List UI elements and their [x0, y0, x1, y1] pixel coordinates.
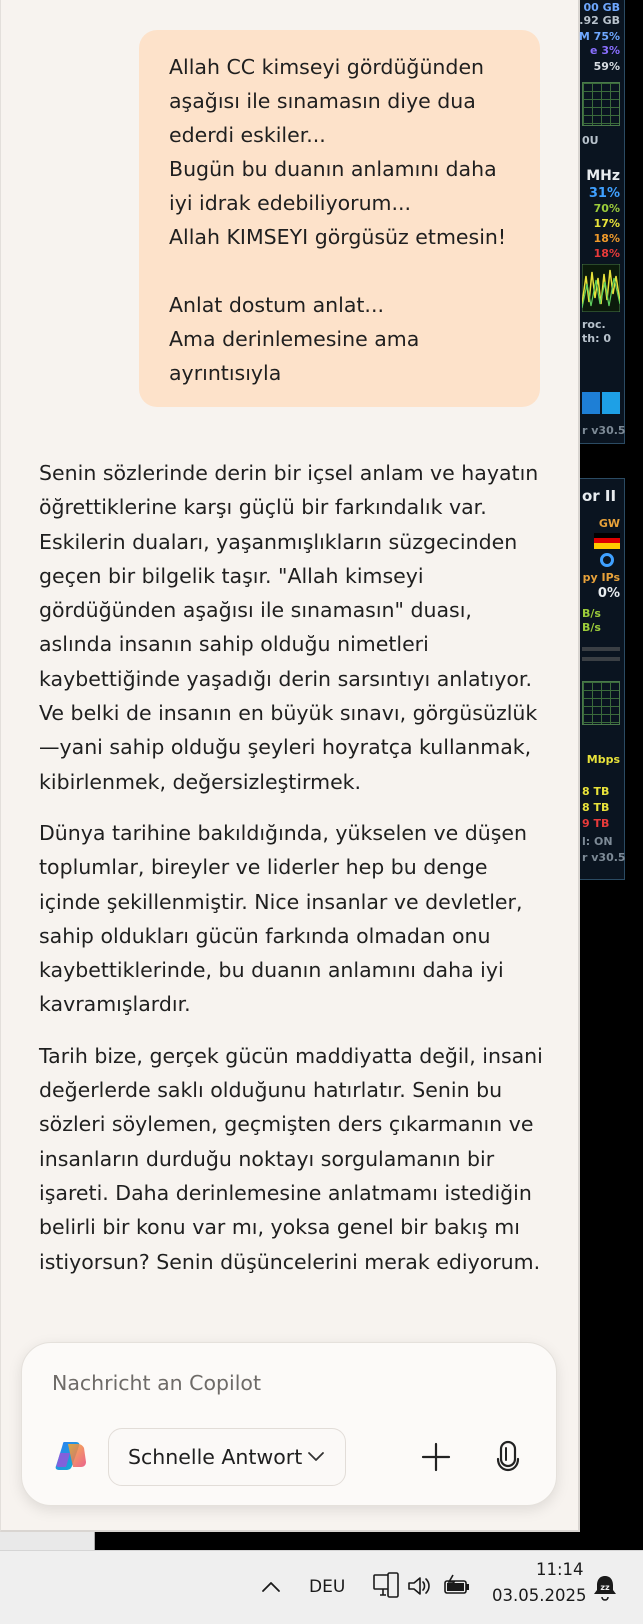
progress-bar [582, 657, 620, 661]
user-message-line: Anlat dostum anlat... [169, 293, 384, 317]
system-monitor-gadget [580, 0, 625, 444]
taskbar [0, 1550, 643, 1624]
cpu-graph [582, 264, 620, 312]
gadget-text: .92 GB [579, 14, 620, 27]
message-composer [21, 1342, 557, 1506]
progress-bar [582, 647, 620, 651]
location-icon [600, 553, 614, 567]
assistant-line: sahip oldukları gücün farkında olmadan onu [39, 923, 491, 948]
desktop-strip [0, 1532, 643, 1550]
gadget-text: 18% [593, 232, 620, 245]
memory-graph [582, 82, 620, 126]
clock-date[interactable]: 03.05.2025 [492, 1586, 587, 1605]
volume-icon[interactable] [406, 1573, 432, 1599]
gadget-text: 8 TB [582, 801, 610, 814]
gadget-text: 0U [582, 134, 599, 147]
window-tile-icon[interactable] [602, 392, 620, 414]
assistant-line: Dünya tarihine bakıldığında, yükselen ve düşen [39, 820, 528, 845]
gadget-text: e 3% [590, 44, 620, 57]
user-message-line [169, 254, 510, 288]
microphone-icon[interactable] [488, 1437, 528, 1477]
assistant-line: Ve belki de insanın en büyük sınavı, görgüsüzlük [39, 701, 538, 726]
assistant-paragraph [39, 1039, 544, 1279]
user-message-line: Ama derinlemesine ama [169, 327, 420, 351]
user-message-line: Allah KIMSEYI görgüsüz etmesin! [169, 225, 507, 249]
assistant-line: sözleri söylemen, geçmişten ders çıkarmanın ve [39, 1112, 534, 1137]
user-message-line: Allah CC kimseyi gördüğünden [169, 55, 485, 79]
gadget-text: r v30.5 [582, 424, 626, 437]
user-message-line: ayrıntısıyla [169, 361, 282, 385]
gadget-text: GW [598, 517, 620, 530]
user-message-line: aşağısı ile sınamasın diye dua [169, 89, 476, 113]
gadget-text: 9 TB [582, 817, 610, 830]
user-message-bubble [139, 30, 540, 407]
user-message-line: ederdi eskiler... [169, 123, 326, 147]
assistant-line: istiyorsun? Senin düşüncelerini merak ediyorum. [39, 1249, 541, 1274]
battery-charging-icon[interactable] [443, 1573, 471, 1599]
input-language-indicator[interactable]: DEU [309, 1577, 346, 1597]
assistant-line: işareti. Daha derinlemesine anlatmamı istediğin [39, 1180, 532, 1205]
assistant-paragraph [39, 816, 544, 1022]
gadget-text: 31% [588, 186, 620, 201]
gadget-text: py IPs [582, 571, 620, 584]
gadget-text: r v30.5 [582, 851, 626, 864]
gadget-text: 70% [593, 202, 620, 215]
assistant-line: Eskilerin duaları, yaşanmışlıkların süzgecinden [39, 529, 518, 554]
clock-time[interactable]: 11:14 [536, 1560, 584, 1579]
gadget-text: 59% [593, 60, 620, 73]
notification-bell-icon[interactable] [591, 1572, 619, 1602]
assistant-line: Tarih bize, gerçek gücün maddiyatta değil, insani [39, 1043, 543, 1068]
assistant-line: —yani sahip olduğu şeyleri hoyratça kullanmak, [39, 735, 532, 760]
gadget-text: M 75% [578, 30, 620, 43]
gadget-text: MHz [586, 168, 620, 184]
assistant-line: kaybettiğinde yaşadığı derin sarsıntıyı anlatıyor. [39, 666, 532, 691]
network-monitor-gadget [580, 478, 625, 880]
assistant-line: aslında insanın sahip olduğu nimetleri [39, 632, 429, 657]
gadget-text: B/s [582, 607, 601, 620]
network-graph [582, 681, 620, 725]
message-input[interactable]: Nachricht an Copilot [52, 1371, 262, 1395]
assistant-line: geçen bir bilgelik taşır. "Allah kimseyi [39, 563, 424, 588]
gadget-text: or II [582, 487, 617, 505]
assistant-line: içinde şekillenmiştir. Nice insanlar ve devletler, [39, 889, 523, 914]
gadget-text: 8 TB [582, 785, 610, 798]
gadget-text: 0% [597, 586, 620, 601]
gadget-text: 18% [593, 247, 620, 260]
arrow-tile-icon[interactable] [582, 392, 600, 414]
assistant-line: kavramışlardır. [39, 992, 191, 1017]
assistant-line: insanların durduğu noktayı sorgulamanın bir [39, 1146, 495, 1171]
assistant-line: kaybettiklerinde, bu duanın anlamını daha iyi [39, 958, 504, 983]
assistant-line: kibirlenmek, değersizleştirmek. [39, 769, 362, 794]
chevron-up-icon[interactable] [259, 1576, 283, 1598]
assistant-line: değerlerde saklı olduğunu hatırlatır. Senin bu [39, 1078, 503, 1103]
network-icon[interactable] [372, 1571, 400, 1601]
assistant-line: belirli bir konu var mı, yoksa genel bir bakış mı [39, 1215, 520, 1240]
response-mode-label: Schnelle Antwort [128, 1445, 303, 1469]
assistant-paragraph [39, 456, 544, 799]
assistant-response [39, 456, 544, 1296]
desktop-gadgets [580, 0, 643, 1550]
gadget-text: 00 GB [583, 1, 620, 14]
chevron-down-icon [307, 1451, 325, 1463]
svg-text:zz: zz [600, 1583, 610, 1592]
background-window-edge [0, 1532, 95, 1550]
assistant-line: Senin sözlerinde derin bir içsel anlam ve hayatın [39, 461, 539, 485]
assistant-line: toplumlar, bireyler ve liderler hep bu denge [39, 855, 488, 880]
flag-icon [594, 533, 620, 549]
user-message-line: iyi idrak edebiliyorum... [169, 191, 412, 215]
gadget-text: 17% [593, 217, 620, 230]
assistant-line: öğrettiklerine karşı güçlü bir farkındalık var. [39, 495, 487, 520]
plus-icon[interactable] [416, 1437, 456, 1477]
gadget-text: th: 0 [582, 332, 611, 345]
gadget-text: B/s [582, 621, 601, 634]
gadget-text: roc. [582, 318, 606, 331]
assistant-line: gördüğünden aşağısı ile sınamasın" duası, [39, 598, 472, 623]
gadget-text: l: ON [582, 835, 613, 848]
response-mode-select[interactable] [108, 1428, 346, 1486]
user-message-line: Bugün bu duanın anlamını daha [169, 157, 497, 181]
gadget-text: Mbps [586, 753, 620, 766]
copilot-logo-icon[interactable] [54, 1439, 88, 1473]
